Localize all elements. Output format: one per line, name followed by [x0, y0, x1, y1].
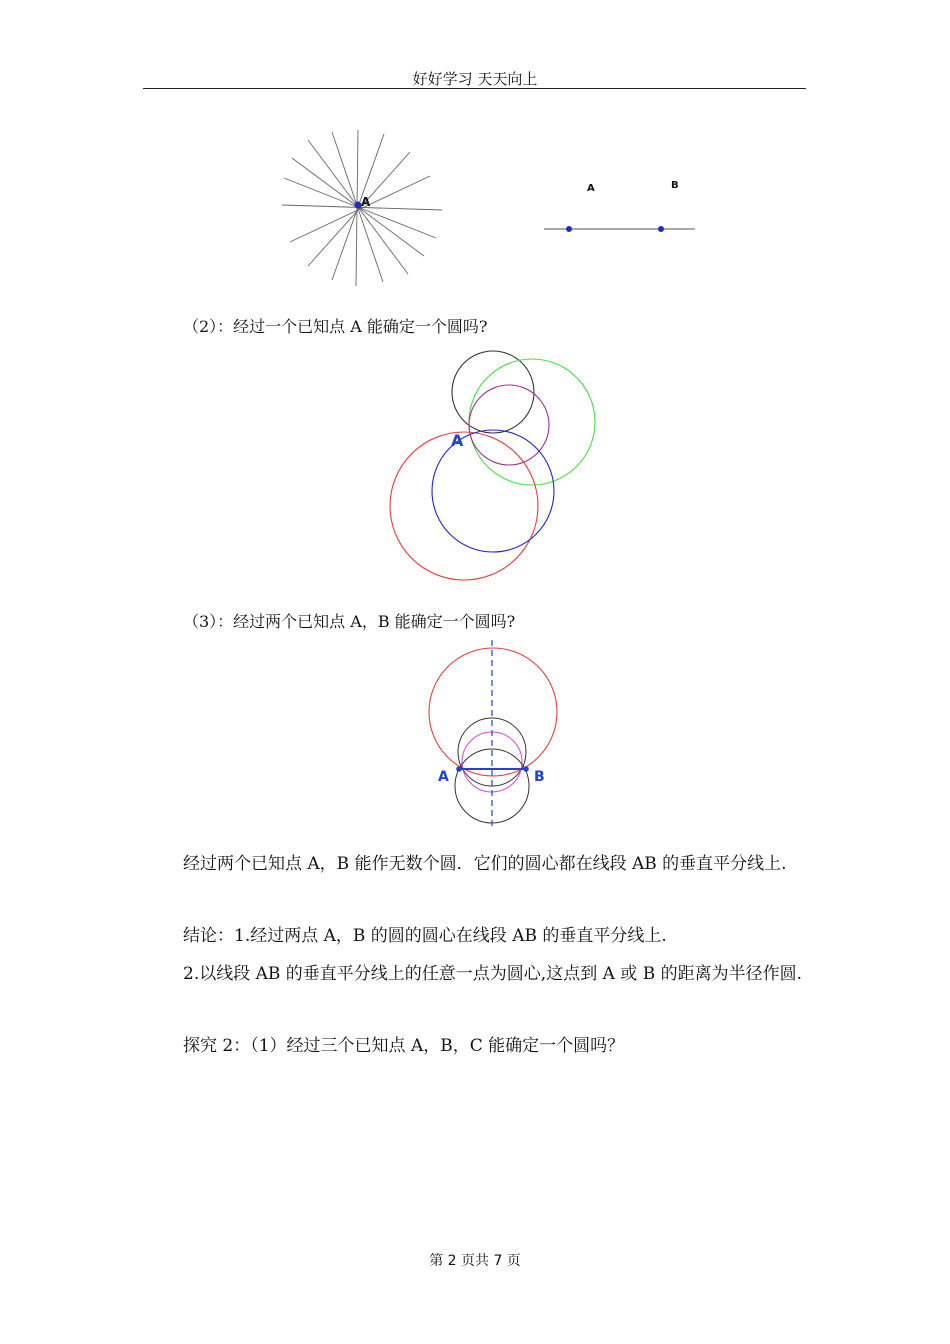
circle-purple [469, 385, 549, 465]
point-a [456, 766, 462, 772]
paragraph-1: 经过两个已知点 A，B 能作无数个圆．它们的圆心都在线段 AB 的垂直平分线上. [183, 854, 787, 874]
page-header: 好好学习 天天向上 [412, 70, 538, 88]
point-b [658, 226, 664, 232]
label-a: A [361, 195, 371, 209]
point-a [566, 226, 572, 232]
paragraph-2: 结论：1.经过两点 A，B 的圆的圆心在线段 AB 的垂直平分线上. [183, 926, 667, 946]
question-3: （3）：经过两个已知点 A，B 能确定一个圆吗? [183, 612, 516, 631]
paragraph-3: 2.以线段 AB 的垂直平分线上的任意一点为圆心,这点到 A 或 B 的距离为半径作圆. [183, 964, 802, 984]
figure-circles-through-ab [425, 636, 565, 832]
label-b: B [534, 769, 545, 785]
paragraph-4: 探究 2：（1）经过三个已知点 A，B，C 能确定一个圆吗？ [183, 1036, 625, 1056]
label-b: B [671, 180, 679, 191]
label-a: A [451, 431, 464, 450]
circle-large-red [429, 648, 557, 776]
figure-points-ab-line [540, 170, 700, 240]
circle-gray [452, 351, 534, 433]
label-a: A [587, 183, 595, 194]
figure-circles-through-a [385, 348, 605, 588]
header-rule [143, 88, 806, 89]
point-b [523, 766, 529, 772]
page-footer: 第 2 页共 7 页 [429, 1253, 521, 1269]
label-a: A [438, 769, 449, 785]
question-2: （2）：经过一个已知点 A 能确定一个圆吗? [183, 317, 488, 336]
circle-red [390, 432, 538, 580]
figure-lines-through-a [280, 130, 450, 290]
